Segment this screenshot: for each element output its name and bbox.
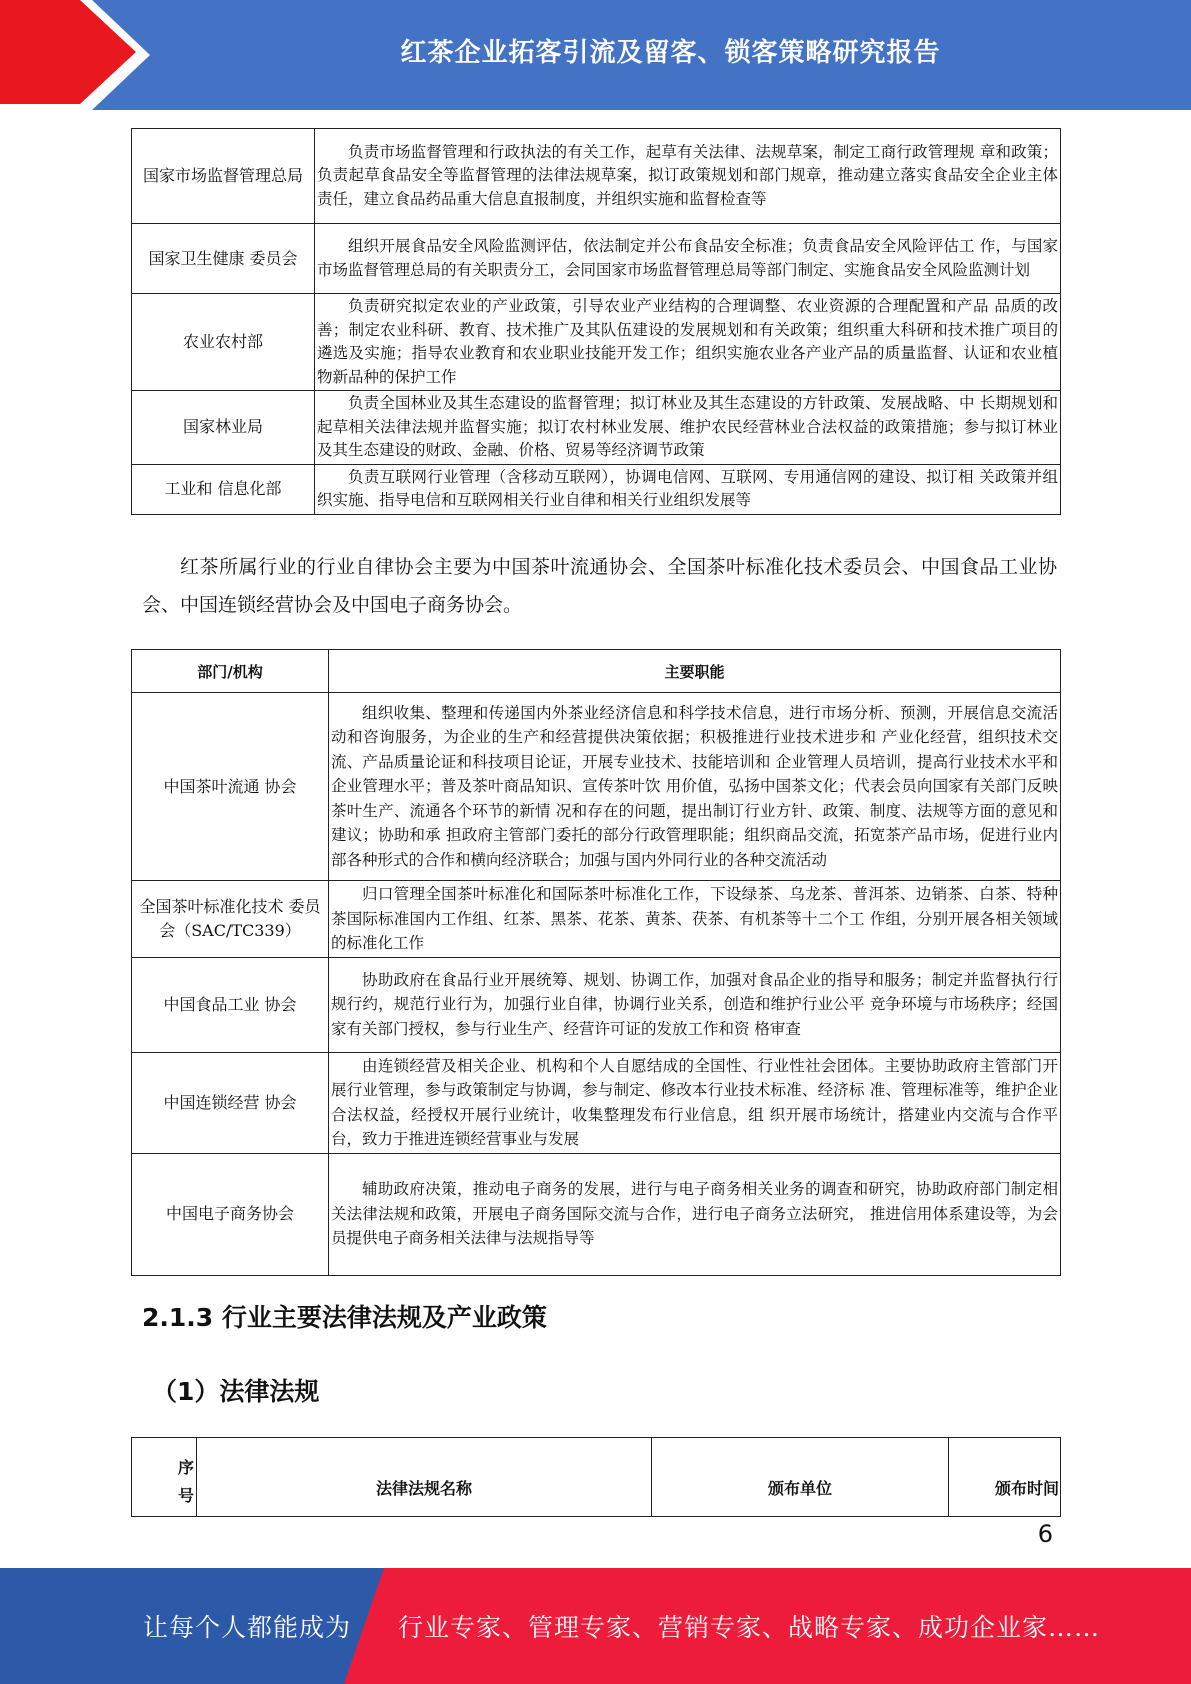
department-cell: 国家卫生健康 委员会 — [132, 224, 315, 294]
table-row — [132, 294, 1061, 391]
page-header — [0, 0, 1191, 110]
duty-cell: 归口管理全国茶叶标准化和国际茶叶标准化工作，下设绿茶、乌龙茶、普洱茶、边销茶、白茶、特种茶国际标准国内工作组、红茶、黑茶、花茶、黄茶、茯茶、有机茶等十二个工 作组，分别开展各相关领域的标准化工作 — [329, 881, 1061, 958]
red-chevron-decoration — [0, 0, 160, 110]
table-row — [132, 391, 1061, 465]
table-row — [132, 693, 1061, 881]
industry-associations-table — [131, 649, 1061, 1276]
section-heading: 2.1.3 行业主要法律法规及产业政策 — [142, 1303, 547, 1332]
duty-cell: 由连锁经营及相关企业、机构和个人自愿结成的全国性、行业性社会团体。主要协助政府主管部门开展行业管理，参与政策制定与协调，参与制定、修改本行业技术标准、经济标 准、管理标准等，维护企业合法权益，经授权开展行业统计，收集整理发布行业信息，组 织开展市场统计，搭建业内交流与合作平台，致力于推进连锁经营事业与发展 — [329, 1052, 1061, 1153]
association-cell: 中国电子商务协会 — [132, 1153, 329, 1275]
column-header-date: 颁布时间 — [949, 1438, 1061, 1517]
association-cell: 中国食品工业 协会 — [132, 957, 329, 1052]
laws-table-clip — [120, 1436, 1080, 1505]
column-header-org: 部门/机构 — [132, 650, 329, 693]
association-cell: 中国茶叶流通 协会 — [132, 693, 329, 881]
laws-regulations-table — [131, 1437, 1061, 1517]
department-cell: 农业农村部 — [132, 294, 315, 391]
duty-cell: 负责全国林业及其生态建设的监督管理；拟订林业及其生态建设的方针政策、发展战略、中 长期规划和起草相关法律法规并监督实施；拟订农村林业发展、维护农民经营林业合法权益的政策措施；参与拟订林业及其生态建设的财政、金融、价格、贸易等经济调节政策 — [315, 391, 1061, 465]
sub-heading: （1）法律法规 — [152, 1377, 320, 1406]
column-header-index: 序号 — [132, 1438, 197, 1517]
table-row — [132, 881, 1061, 958]
duty-cell: 负责市场监督管理和行政执法的有关工作，起草有关法律、法规草案，制定工商行政管理规 章和政策；负责起草食品安全等监督管理的法律法规草案，拟订政策规划和部门规章，推动建立落实食品安全企业主体责任，建立食品药品重大信息直报制度，并组织实施和监督检查等 — [315, 129, 1061, 224]
column-header-duty: 主要职能 — [329, 650, 1061, 693]
column-header-issuer: 颁布单位 — [652, 1438, 949, 1517]
column-header-name: 法律法规名称 — [197, 1438, 652, 1517]
table-row — [132, 224, 1061, 294]
association-cell: 中国连锁经营 协会 — [132, 1052, 329, 1153]
table-row — [132, 1052, 1061, 1153]
duty-cell: 辅助政府决策，推动电子商务的发展，进行与电子商务相关业务的调查和研究，协助政府部门制定相关法律法规和政策，开展电子商务国际交流与合作，进行电子商务立法研究， 推进信用体系建设等，为会员提供电子商务相关法律与法规指导等 — [329, 1153, 1061, 1275]
page-footer — [0, 1568, 1191, 1684]
government-departments-table — [131, 128, 1061, 515]
table-row — [132, 957, 1061, 1052]
duty-cell: 组织收集、整理和传递国内外茶业经济信息和科学技术信息，进行市场分析、预测，开展信息交流活动和咨询服务，为企业的生产和经营提供决策依据；积极推进行业技术进步和 产业化经营，组织技术交流、产品质量论证和科技项目论证，开展专业技术、技能培训和 企业管理人员培训，提高行业技术水平和企业管理水平；普及茶叶商品知识、宣传茶叶饮 用价值，弘扬中国茶文化；代表会员向国家有关部门反映茶叶生产、流通各个环节的新情 况和存在的问题，提出制订行业方针、政策、制度、法规等方面的意见和建议；协助和承 担政府主管部门委托的部分行政管理职能；组织商品交流，拓宽茶产品市场，促进行业内 部各种形式的合作和横向经济联合；加强与国内外同行业的各种交流活动 — [329, 693, 1061, 881]
table-row — [132, 129, 1061, 224]
duty-cell: 负责研究拟定农业的产业政策，引导农业产业结构的合理调整、农业资源的合理配置和产品 品质的改善；制定农业科研、教育、技术推广及其队伍建设的发展规划和有关政策；组织重大科研和技术推广项目的遴选及实施；指导农业教育和农业职业技能开发工作；组织实施农业各产业产品的质量监督、认证和农业植物新品种的保护工作 — [315, 294, 1061, 391]
table-header-row — [132, 650, 1061, 693]
duty-cell: 协助政府在食品行业开展统筹、规划、协调工作，加强对食品企业的指导和服务；制定并监督执行行规行约，规范行业行为，加强行业自律，协调行业关系，创造和维护行业公平 竞争环境与市场秩序；经国家有关部门授权，参与行业生产、经营许可证的发放工作和资 格审查 — [329, 957, 1061, 1052]
report-title: 红茶企业拓客引流及留客、锁客策略研究报告 — [400, 37, 941, 68]
footer-slogan-right: 行业专家、管理专家、营销专家、战略专家、成功企业家…… — [398, 1613, 1101, 1642]
association-cell: 全国茶叶标准化技术 委员会（SAC/TC339） — [132, 881, 329, 958]
table-row — [132, 464, 1061, 514]
footer-slogan-left: 让每个人都能成为 — [143, 1613, 352, 1642]
duty-cell: 负责互联网行业管理（含移动互联网），协调电信网、互联网、专用通信网的建设、拟订相 关政策并组织实施、指导电信和互联网相关行业自律和相关行业组织发展等 — [315, 464, 1061, 514]
department-cell: 工业和 信息化部 — [132, 464, 315, 514]
body-paragraph: 红茶所属行业的行业自律协会主要为中国茶叶流通协会、全国茶叶标准化技术委员会、中国食品工业协会、中国连锁经营协会及中国电子商务协会。 — [142, 556, 1057, 616]
department-cell: 国家市场监督管理总局 — [132, 129, 315, 224]
table-row — [132, 1153, 1061, 1275]
page-number: 6 — [1037, 1520, 1053, 1548]
table-header-row — [132, 1438, 1061, 1517]
duty-cell: 组织开展食品安全风险监测评估，依法制定并公布食品安全标准；负责食品安全风险评估工 作，与国家市场监督管理总局的有关职责分工，会同国家市场监督管理总局等部门制定、实施食品安全风险监测计划 — [315, 224, 1061, 294]
department-cell: 国家林业局 — [132, 391, 315, 465]
